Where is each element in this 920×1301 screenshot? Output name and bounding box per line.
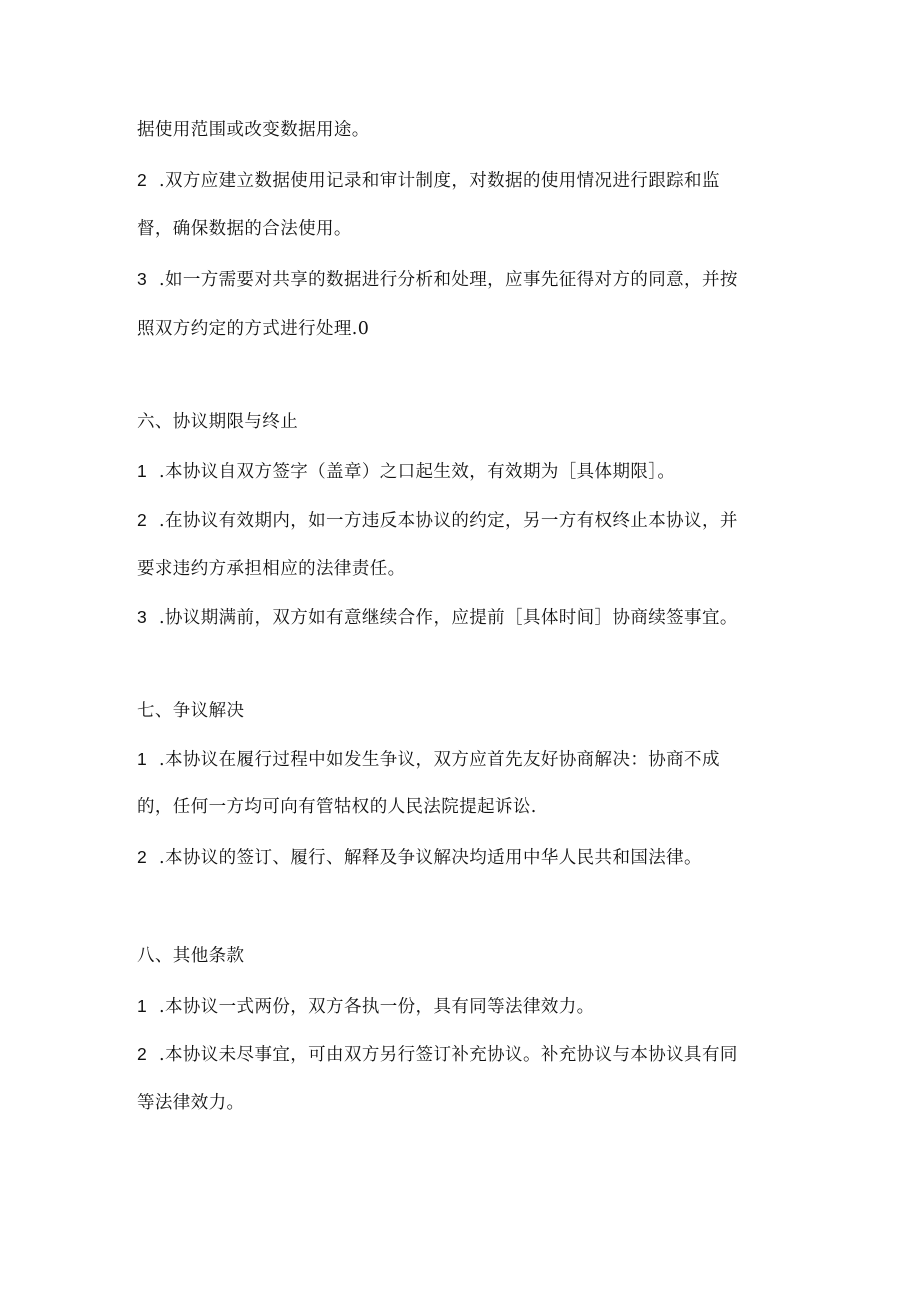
heading-text: 八、其他条款 bbox=[137, 946, 245, 966]
line-text: 据使用范围或改变数据用途。 bbox=[137, 120, 370, 140]
list-item bbox=[137, 168, 720, 193]
paragraph-line bbox=[137, 1091, 244, 1115]
item-text: .在协议有效期内，如一方违反本协议的约定，另一方有权终止本协议，并 bbox=[159, 511, 738, 531]
section-heading bbox=[137, 699, 244, 723]
item-number: 1 bbox=[137, 996, 148, 1016]
paragraph-line bbox=[137, 217, 352, 241]
item-number: 3 bbox=[137, 607, 148, 627]
line-text: 照双方约定的方式进行处理.0 bbox=[137, 319, 370, 339]
list-item bbox=[137, 267, 738, 292]
list-item bbox=[137, 459, 675, 484]
item-number: 2 bbox=[137, 1044, 148, 1064]
line-text: 等法律效力。 bbox=[137, 1093, 245, 1113]
item-number: 2 bbox=[137, 510, 148, 530]
item-number: 1 bbox=[137, 461, 148, 481]
list-item bbox=[137, 994, 595, 1019]
section-heading bbox=[137, 410, 298, 434]
heading-text: 六、协议期限与终止 bbox=[137, 412, 299, 432]
line-text: 督，确保数据的合法使用。 bbox=[137, 219, 352, 239]
list-item bbox=[137, 747, 720, 772]
item-text: .如一方需要对共享的数据进行分析和处理，应事先征得对方的同意，并按 bbox=[159, 270, 738, 290]
item-text: .本协议自双方签字（盖章）之口起生效，有效期为［具体期限］。 bbox=[159, 462, 676, 482]
paragraph-line bbox=[137, 317, 369, 341]
item-text: .双方应建立数据使用记录和审计制度，对数据的使用情况进行跟踪和监 bbox=[159, 171, 720, 191]
item-text: .本协议的签订、履行、解释及争议解决均适用中华人民共和国法律。 bbox=[159, 848, 702, 868]
section-heading bbox=[137, 944, 244, 968]
paragraph-line bbox=[137, 557, 406, 581]
line-text: 要求违约方承担相应的法律责任。 bbox=[137, 559, 406, 579]
line-text: 的，任何一方均可向有管牯权的人民法院提起诉讼. bbox=[137, 797, 537, 817]
list-item bbox=[137, 508, 738, 533]
paragraph-line bbox=[137, 118, 370, 142]
item-number: 1 bbox=[137, 749, 148, 769]
paragraph-line bbox=[137, 795, 537, 819]
item-text: .本协议未尽事宜，可由双方另行签订补充协议。补充协议与本协议具有同 bbox=[159, 1045, 738, 1065]
list-item bbox=[137, 1042, 738, 1067]
item-number: 2 bbox=[137, 847, 148, 867]
item-text: .本协议一式两份，双方各执一份，具有同等法律效力。 bbox=[159, 997, 595, 1017]
item-number: 2 bbox=[137, 170, 148, 190]
heading-text: 七、争议解决 bbox=[137, 701, 245, 721]
list-item bbox=[137, 845, 702, 870]
list-item bbox=[137, 605, 738, 630]
item-text: .本协议在履行过程中如发生争议，双方应首先友好协商解决：协商不成 bbox=[159, 750, 720, 770]
item-text: .协议期满前，双方如有意继续合作，应提前［具体时间］协商续签事宜。 bbox=[159, 608, 738, 628]
item-number: 3 bbox=[137, 269, 148, 289]
